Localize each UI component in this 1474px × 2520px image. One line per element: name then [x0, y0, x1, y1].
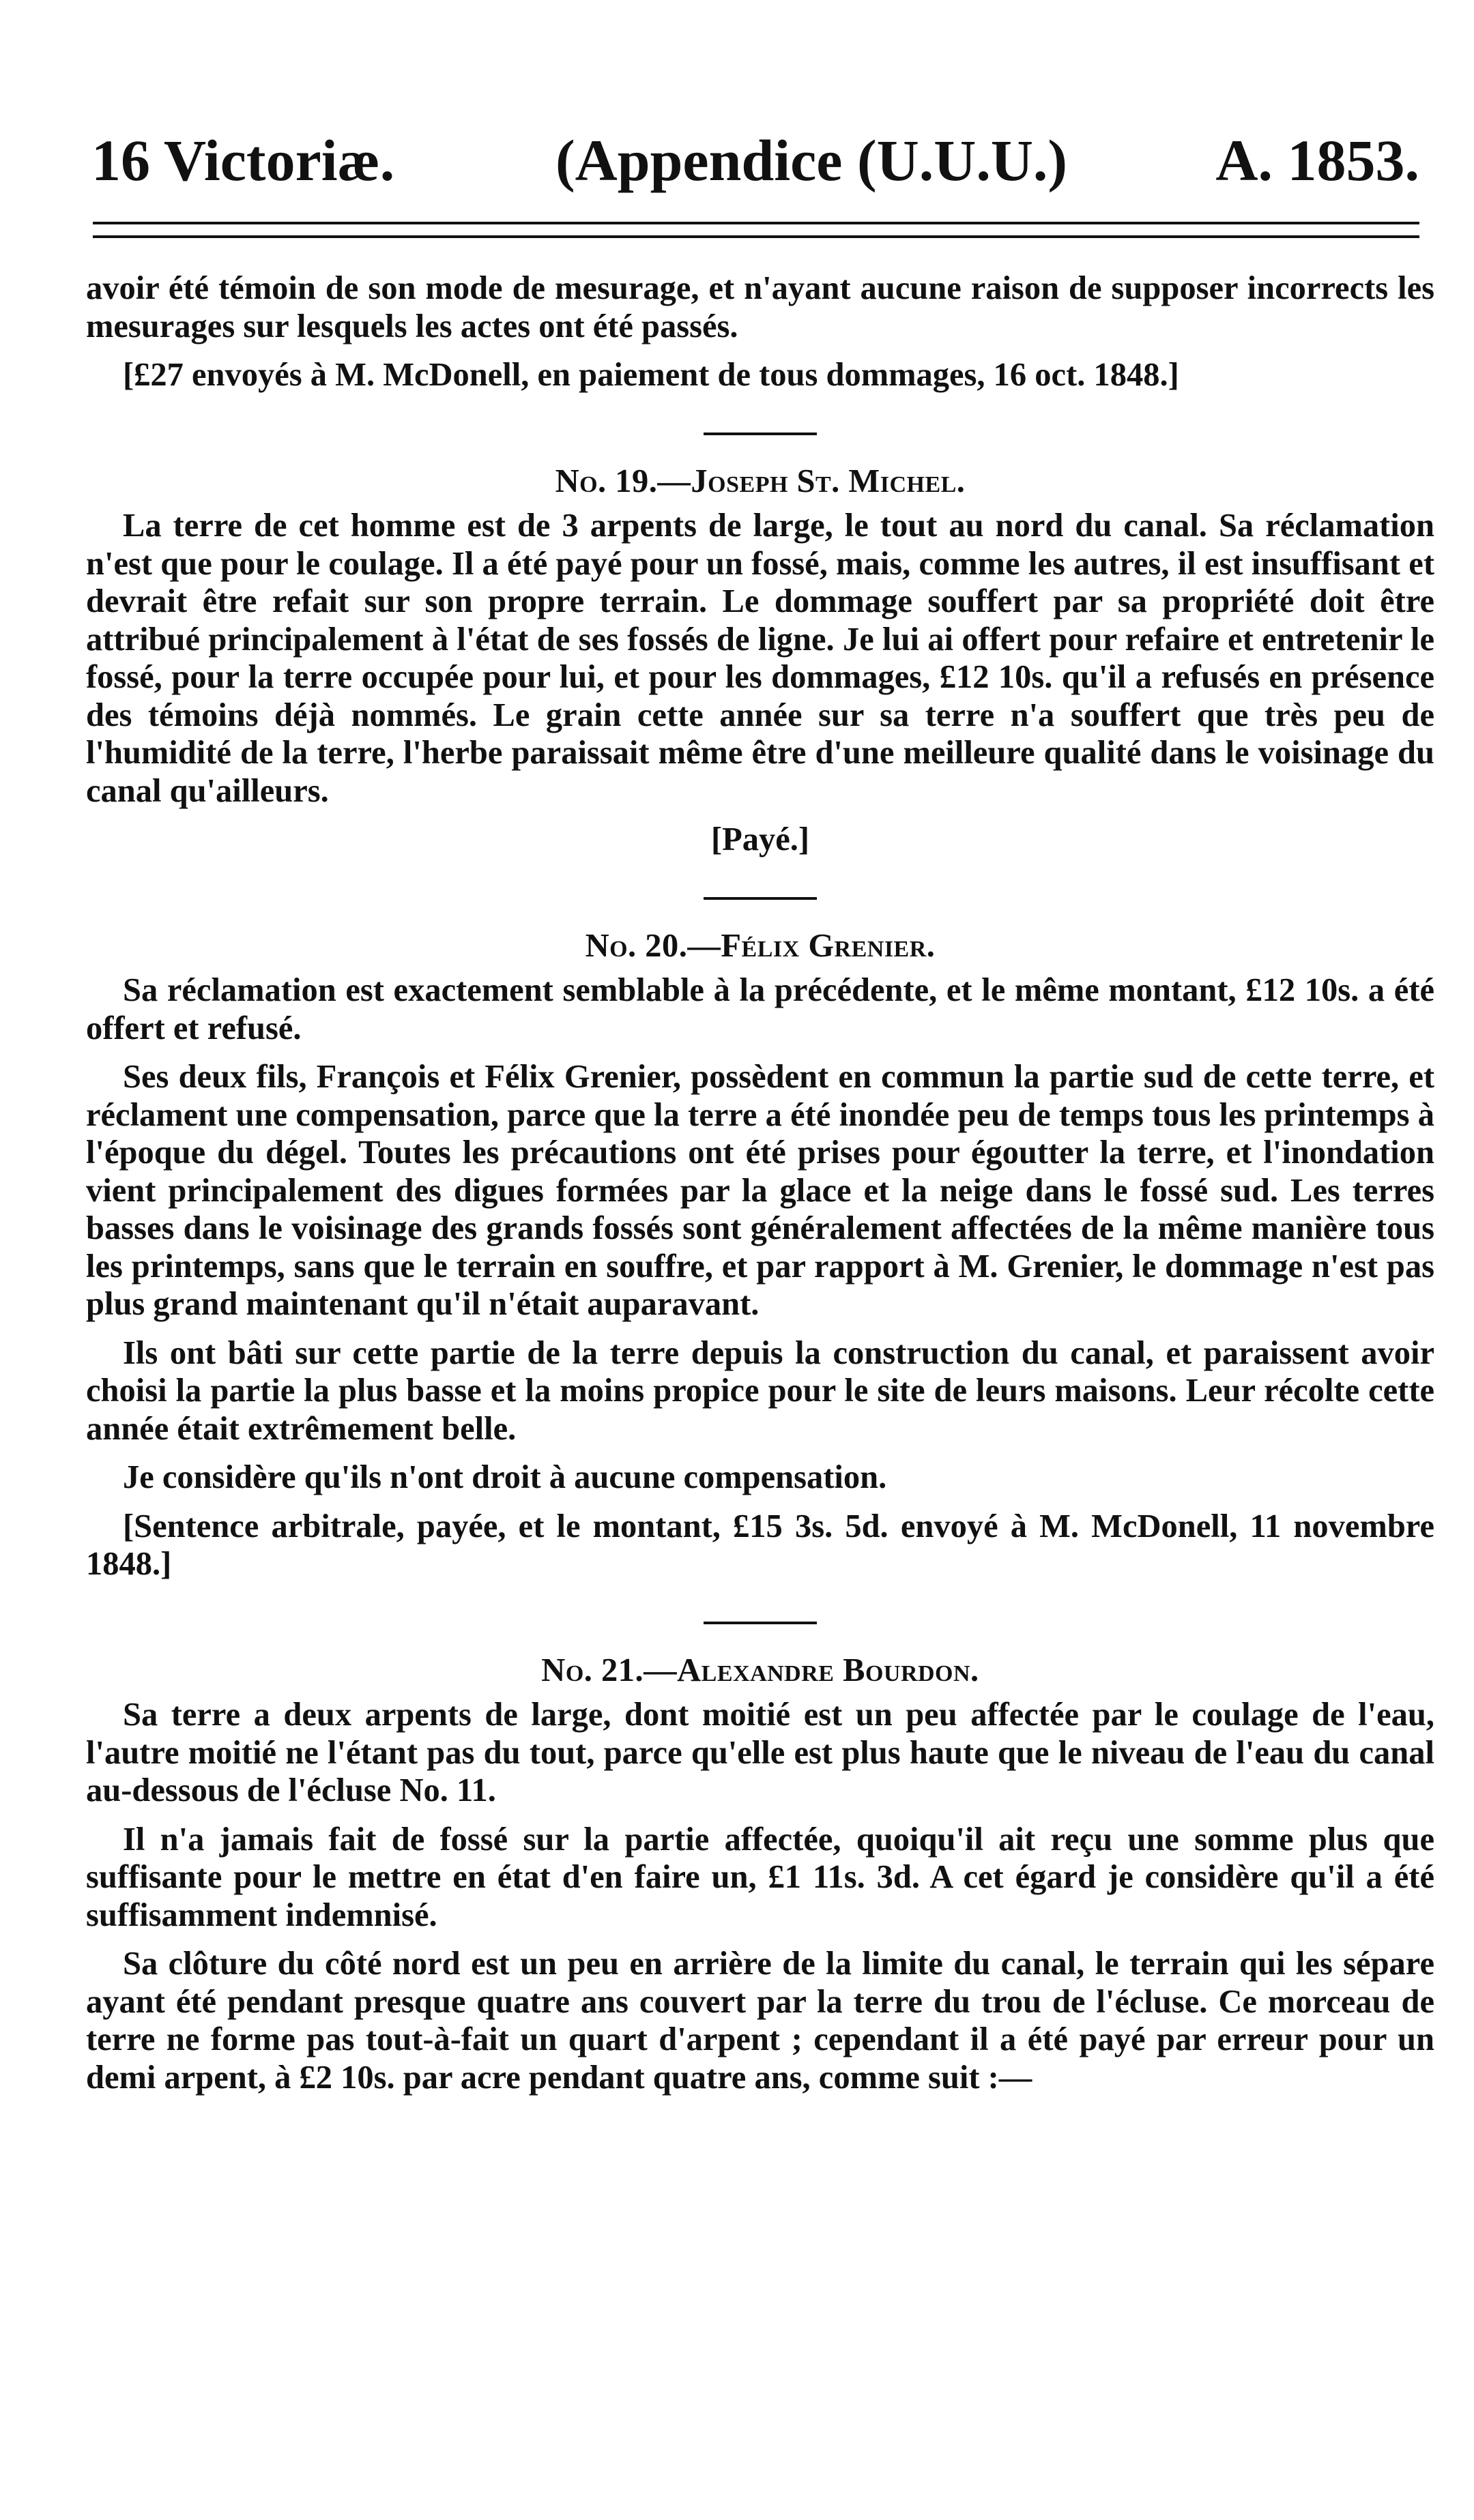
section-21-paragraph-2: Il n'a jamais fait de fossé sur la partie affectée, quoiqu'il ait reçu une somme plus que suffisante pour le mettre en état d'en faire un, £1 11s. 3d. A cet égard je considère qu'il a été suffisamment indemnisé. — [86, 1821, 1434, 1933]
page-header — [91, 116, 1419, 205]
section-19-paragraph-1: La terre de cet homme est de 3 arpents de large, le tout au nord du canal. Sa réclamation n'est que pour le coulage. Il a été payé pour un fossé, mais, comme les autres, il est insuffisant et devrait être refait sur son propre terrain. Le dommage souffert par sa propriété doit être attribué principalement à l'état de ses fossés de ligne. Je lui ai offert pour refaire et entretenir le fossé, pour la terre occupée pour lui, et pour les dommages, £12 10s. qu'il a refusés en présence des témoins déjà nommés. Le grain cette année sur sa terre n'a souffert que très peu de l'humidité de la terre, l'herbe paraissait même être d'une meilleure qualité dans le voisinage du canal qu'ailleurs. — [86, 508, 1434, 809]
header-session: 16 Victoriæ. — [91, 128, 395, 193]
intro-note: [£27 envoyés à M. McDonell, en paiement de tous dommages, 16 oct. 1848.] — [123, 357, 1179, 393]
section-divider — [704, 433, 817, 435]
section-divider — [704, 1622, 817, 1624]
section-20-paragraph-3: Ils ont bâti sur cette partie de la terre depuis la construction du canal, et paraissent avoir choisi la partie la plus basse et la moins propice pour le site de leurs maisons. Leur récolte cette année était extrêmement belle. — [86, 1334, 1434, 1447]
section-20-paragraph-1: Sa réclamation est exactement semblable à la précédente, et le même montant, £12 10s. a été offert et refusé. — [86, 972, 1434, 1046]
section-divider — [704, 897, 817, 900]
section-20-paragraph-2: Ses deux fils, François et Félix Grenier, possèdent en commun la partie sud de cette terre, et réclament une compensation, parce que la terre a été inondée peu de temps tous les printemps à l'époque du dégel. Toutes les précautions ont été prises pour égoutter la terre, et l'inondation vient principalement des digues formées par la glace et la neige dans le fossé sud. Les terres basses dans le voisinage des grands fossés sont généralement affectées de la même manière tous les printemps, sans que le terrain en souffre, et par rapport à M. Grenier, le dommage n'est pas plus grand maintenant qu'il n'était auparavant. — [86, 1059, 1434, 1322]
section-20-paragraph-4: Je considère qu'ils n'ont droit à aucune compensation. — [123, 1459, 887, 1495]
section-21-paragraph-1: Sa terre a deux arpents de large, dont moitié est un peu affectée par le coulage de l'eau, l'autre moitié ne l'étant pas du tout, parce qu'elle est plus haute que le niveau de l'eau du canal au-dessous de l'écluse No. 11. — [86, 1697, 1434, 1808]
header-appendix: (Appendice (U.U.U.) — [555, 128, 1068, 193]
section-20-heading: No. 20.—Félix Grenier. — [585, 927, 936, 964]
intro-paragraph: avoir été témoin de son mode de mesurage, et n'ayant aucune raison de supposer incorrects les mesurages sur lesquels les actes ont été passés. — [86, 270, 1434, 345]
header-year: A. 1853. — [1215, 128, 1419, 193]
section-19-note: [Payé.] — [710, 821, 810, 858]
document-body — [86, 269, 1434, 2107]
header-double-rule — [93, 222, 1419, 238]
section-20-note: [Sentence arbitrale, payée, et le montant, £15 3s. 5d. envoyé à M. McDonell, 11 novembre 1848.] — [86, 1508, 1434, 1582]
section-21-paragraph-3: Sa clôture du côté nord est un peu en arrière de la limite du canal, le terrain qui les sépare ayant été pendant presque quatre ans couvert par la terre du trou de l'écluse. Ce morceau de terre ne forme pas tout-à-fait un quart d'arpent ; cependant il a été payé par erreur pour un demi arpent, à £2 10s. par acre pendant quatre ans, comme suit :— — [86, 1946, 1434, 2096]
section-19-heading: No. 19.—Joseph St. Michel. — [555, 463, 966, 499]
section-21-heading: No. 21.—Alexandre Bourdon. — [541, 1652, 979, 1688]
